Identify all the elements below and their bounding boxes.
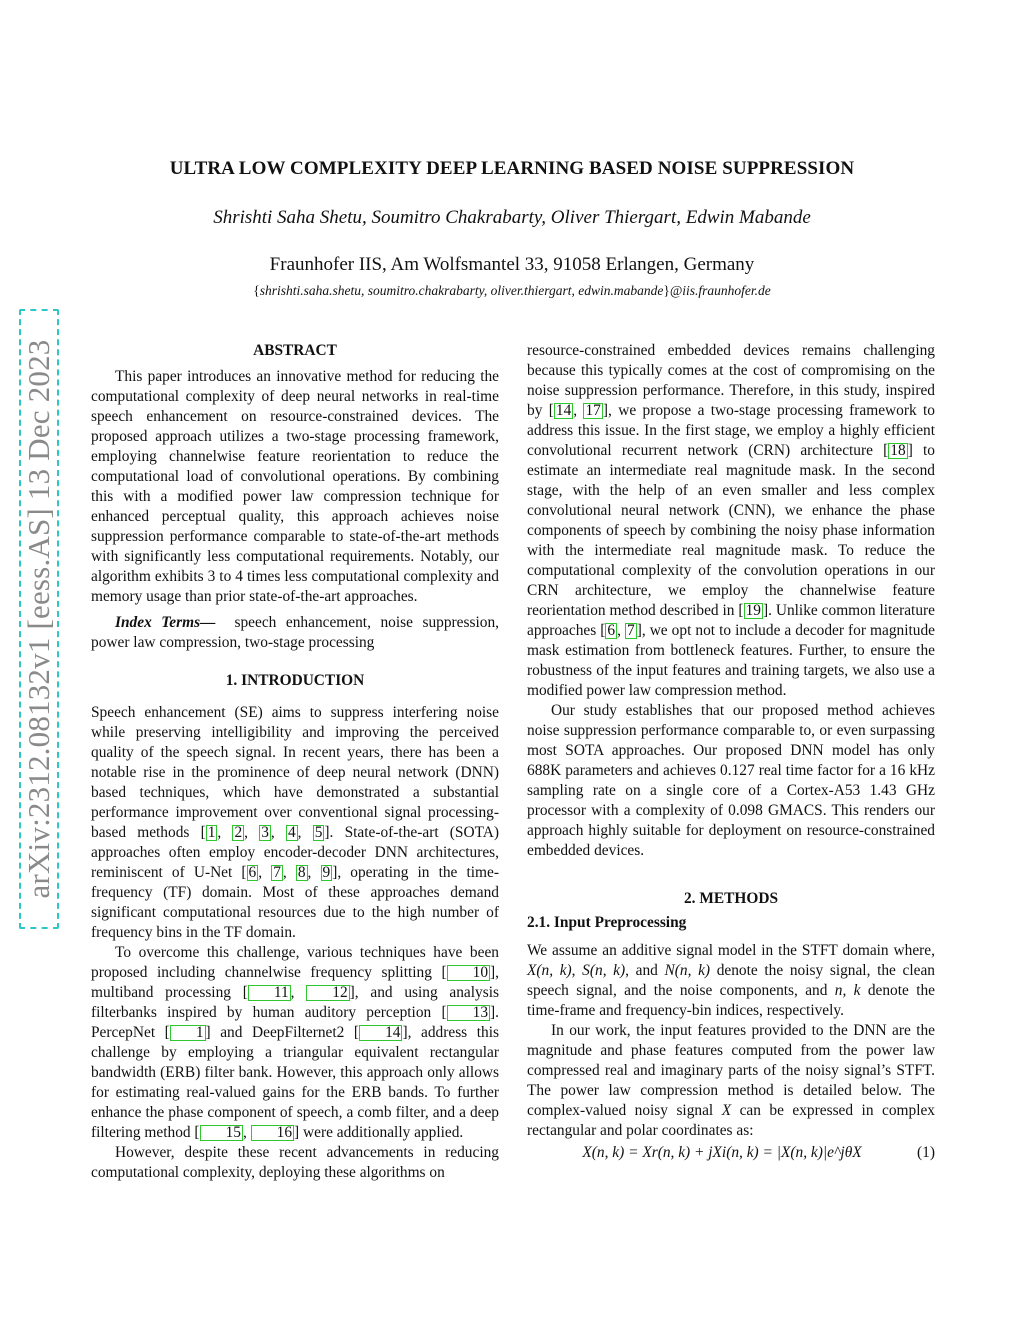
right-column	[527, 341, 935, 1163]
citation-link[interactable]: 12	[306, 985, 349, 1001]
abstract-text: This paper introduces an innovative method for reducing the computational complexity of deep neural networks in real-time speech enhancement on resource-constrained devices. The proposed approach utilizes a two-stage processing framework, employing channelwise feature reorientation to reduce the computational load of convolutional operations. By combining this with a modified power law compression technique for enhanced perceptual quality, this approach achieves noise suppression performance comparable to state-of-the-art methods with significantly less computational requirements. Notably, our algorithm exhibits 3 to 4 times less computational complexity and memory usage than prior state-of-the-art approaches.	[91, 368, 499, 605]
email-domain: @iis.fraunhofer.de	[669, 283, 771, 298]
citation-link[interactable]: 6	[607, 622, 616, 639]
citation-link[interactable]: 4	[287, 824, 296, 841]
citation-link[interactable]: 5	[314, 824, 323, 841]
citation-link[interactable]: 2	[234, 824, 243, 841]
citation-link[interactable]: 11	[248, 985, 291, 1001]
equation-body: X(n, k) = Xr(n, k) + jXi(n, k) = |X(n, k)|e^jθX	[582, 1144, 862, 1161]
citation-link[interactable]: 1	[207, 824, 216, 841]
paper-title: ULTRA LOW COMPLEXITY DEEP LEARNING BASED NOISE SUPPRESSION	[169, 158, 855, 179]
citation-link[interactable]: 6	[248, 864, 257, 881]
index-terms-text: speech enhancement, noise suppression, power law compression, two-stage processing	[91, 614, 499, 651]
citation-link[interactable]: 19	[745, 602, 761, 619]
citation-link[interactable]: 8	[297, 864, 306, 881]
citation-link[interactable]: 1	[170, 1025, 206, 1041]
methods-heading: 2. METHODS	[683, 890, 779, 907]
citation-link[interactable]: 14	[359, 1025, 402, 1041]
right-paragraph-1: resource-constrained embedded devices remains challenging because this typically comes at the cost of compromising on the noise suppression performance. Therefore, in this study, inspired by [ 14 , 17 ], we propose a two-stage processing framework to address this issue. In the first stage, we employ a highly efficient convolutional recurrent network (CRN) architecture [ 18 ] to estimate an intermediate real magnitude mask. In the second stage, with the help of an even smaller and less complex convolutional neural network (CNN), we enhance the phase components of speech by combining the noisy phase information with the intermediate real magnitude mask. To reduce the computational complexity of the convolution operations in our CRN architecture, we employ the channelwise feature reorientation method described in [ 19 ]. Unlike common literature approaches [ 6 , 7 ], we opt not to include a decoder for magnitude mask estimation from bottleneck features. Further, to ensure the robustness of the input features and training targets, we also use a modified power law compression method.	[527, 342, 935, 699]
authors: Shrishti Saha Shetu, Soumitro Chakrabarty, Oliver Thiergart, Edwin Mabande	[213, 207, 811, 228]
input-preprocessing-heading: 2.1. Input Preprocessing	[527, 914, 687, 931]
equation-1	[527, 1143, 935, 1163]
intro-paragraph-2: To overcome this challenge, various techniques have been proposed including channelwise frequency splitting [ 10 ], multiband processing [ 11 , 12 ], and using analysis filterbanks inspired by human auditory perception [ 13 ]. PercepNet [ 1 ] and DeepFilternet2 [ 14 ], address this challenge by employing a triangular equivalent rectangular bandwidth (ERB) filter bank. However, this approach only allows for estimating real-valued gains for the ERB bands. To further enhance the phase component of speech, a comb filter, and a deep filtering method [ 15 , 16 ] were additionally applied.	[91, 944, 499, 1141]
intro-paragraph-3: However, despite these recent advancements in reducing computational complexity, deploying these algorithms on	[91, 1144, 499, 1181]
email-list: shrishti.saha.shetu, soumitro.chakrabarty, oliver.thiergart, edwin.mabande	[259, 283, 664, 298]
citation-link[interactable]: 14	[555, 402, 572, 419]
citation-link[interactable]: 3	[261, 824, 269, 841]
right-paragraph-2: Our study establishes that our proposed method achieves noise suppression performance comparable to, or even surpassing most SOTA approaches. Our proposed DNN model has only 688K parameters and achieves 0.127 real time factor for a 16 kHz sampling rate on a single core of a Cortex-A53 1.43 GHz processor with a complexity of 0.098 GMACS. This renders our approach highly suitable for deployment on resource-constrained embedded devices.	[527, 702, 935, 859]
arxiv-stamp	[19, 309, 59, 929]
citation-link[interactable]: 10	[447, 965, 490, 981]
arxiv-id: arXiv:2312.08132v1 [eess.AS] 13 Dec 2023	[21, 339, 56, 899]
citation-link[interactable]: 18	[890, 442, 906, 459]
intro-paragraph-1: Speech enhancement (SE) aims to suppress interfering noise while preserving intelligibility and improving the perceived quality of the speech signal. In recent years, there has been a notable rise in the prominence of deep neural network (DNN) based techniques, which have demonstrated a substantial performance improvement over conventional signal processing-based methods [ 1 , 2 , 3 , 4 , 5 ]. State-of-the-art (SOTA) approaches often employ encoder-decoder DNN architectures, reminiscent of U-Net [ 6 , 7 , 8 , 9 ], operating in the time-frequency (TF) domain. Most of these approaches demand significant computational resources due to the high number of frequency bins in the TF domain.	[91, 704, 499, 941]
citation-link[interactable]: 17	[585, 402, 601, 419]
equation-number: (1)	[917, 1144, 935, 1161]
abstract-heading: ABSTRACT	[253, 342, 337, 359]
index-terms	[91, 613, 499, 653]
citation-link[interactable]: 15	[200, 1125, 243, 1141]
index-terms-label: Index Terms—	[115, 614, 216, 631]
citation-link[interactable]: 7	[273, 864, 281, 881]
right-paragraph-4: In our work, the input features provided to the DNN are the magnitude and phase features computed from the power law compressed real and imaginary parts of the noisy signal’s STFT. The power law compression method is detailed below. The complex-valued noisy signal X can be expressed in complex rectangular and polar coordinates as:	[527, 1022, 935, 1139]
citation-link[interactable]: 16	[251, 1125, 294, 1141]
citation-link[interactable]: 13	[447, 1005, 490, 1021]
left-column	[91, 341, 499, 1183]
affiliation: Fraunhofer IIS, Am Wolfsmantel 33, 91058 Erlangen, Germany	[269, 254, 755, 275]
emails: {shrishti.saha.shetu, soumitro.chakrabarty, oliver.thiergart, edwin.mabande}@iis.fraunhofer.de	[253, 283, 771, 298]
citation-link[interactable]: 9	[322, 864, 331, 881]
right-paragraph-3: We assume an additive signal model in the STFT domain where, X(n, k), S(n, k), and N(n, k) denote the noisy signal, the clean speech signal, and the noise components, and n, k denote the time-frame and frequency-bin indices, respectively.	[527, 942, 935, 1019]
introduction-heading: 1. INTRODUCTION	[225, 672, 365, 689]
citation-link[interactable]: 7	[626, 622, 635, 639]
